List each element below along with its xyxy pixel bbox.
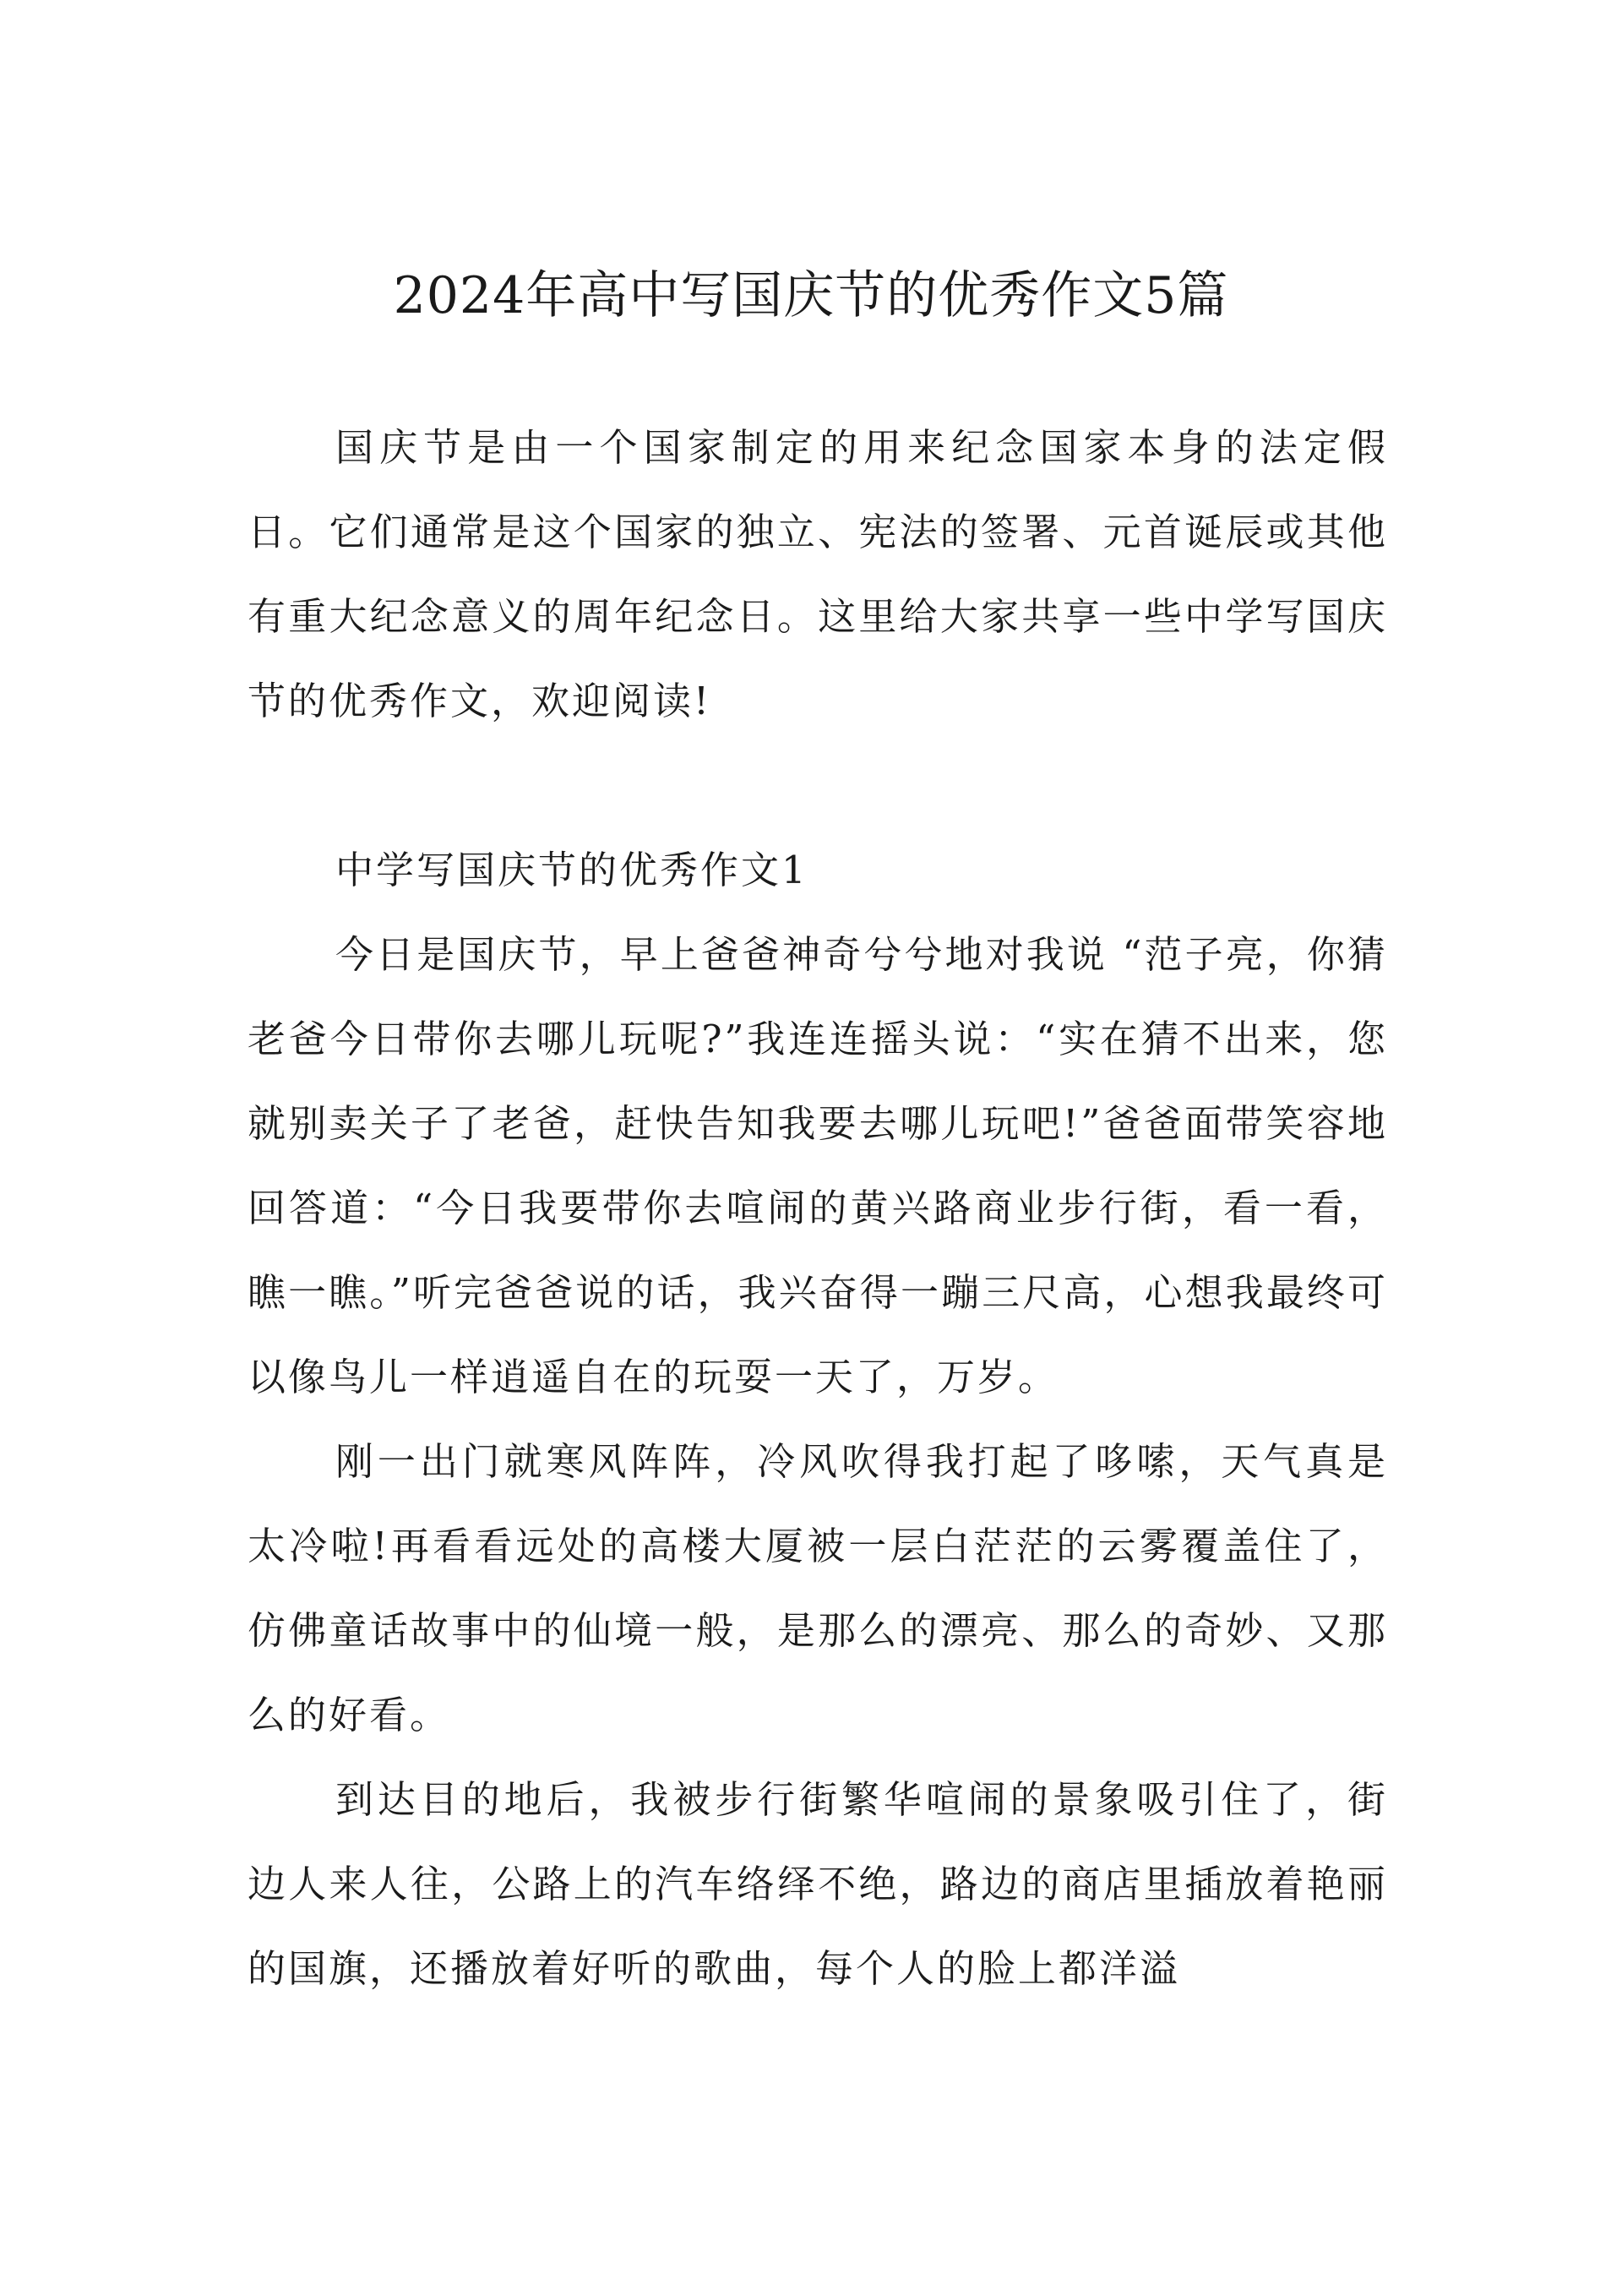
document-title: 2024年高中写国庆节的优秀作文5篇 (393, 266, 1229, 325)
body-paragraph-2: 刚一出门就寒风阵阵，冷风吹得我打起了哆嗦，天气真是太冷啦!再看看远处的高楼大厦被一层白茫茫的云雾覆盖住了，仿佛童话故事中的仙境一般，是那么的漂亮、那么的奇妙、又那么的好看。 (248, 1439, 1388, 1737)
body-paragraph-1: 今日是国庆节，早上爸爸神奇兮兮地对我说 “范子亮，你猜老爸今日带你去哪儿玩呢?”我连连摇头说：“实在猜不出来，您就别卖关子了老爸，赶快告知我要去哪儿玩吧!”爸爸面带笑容地回答道：“今日我要带你去喧闹的黄兴路商业步行街，看一看，瞧一瞧。”听完爸爸说的话，我兴奋得一蹦三尺高，心想我最终可以像鸟儿一样逍遥自在的玩耍一天了，万岁。 (248, 932, 1388, 1399)
section-heading: 中学写国庆节的优秀作文1 (335, 848, 808, 892)
section-spacer (248, 744, 1388, 828)
body-paragraph-3: 到达目的地后，我被步行街繁华喧闹的景象吸引住了，街边人来人往，公路上的汽车络绎不绝，路边的商店里插放着艳丽的国旗，还播放着好听的歌曲，每个人的脸上都洋溢 (248, 1777, 1388, 1991)
document-body (248, 406, 1388, 2011)
intro-paragraph: 国庆节是由一个国家制定的用来纪念国家本身的法定假日。它们通常是这个国家的独立、宪法的签署、元首诞辰或其他有重大纪念意义的周年纪念日。这里给大家共享一些中学写国庆节的优秀作文，欢迎阅读! (248, 425, 1388, 723)
